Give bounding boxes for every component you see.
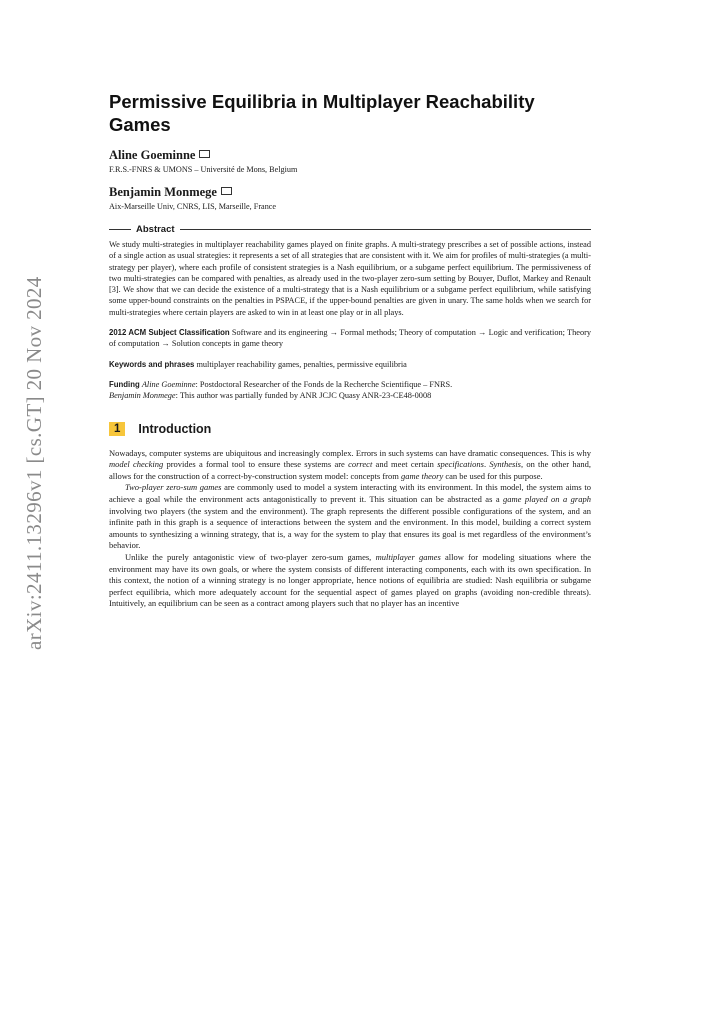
divider — [109, 229, 131, 230]
section-heading — [109, 422, 591, 436]
envelope-icon[interactable] — [221, 187, 232, 195]
arxiv-identifier: arXiv:2411.13296v1 [cs.GT] 20 Nov 2024 — [22, 276, 46, 650]
author-affiliation: F.R.S.-FNRS & UMONS – Université de Mons, Belgium — [109, 165, 298, 174]
paper-title: Permissive Equilibria in Multiplayer Reachability Games — [109, 91, 535, 135]
section-number: 1 — [109, 422, 125, 436]
author-name: Aline Goeminne — [109, 148, 196, 162]
abstract-text: We study multi-strategies in multiplayer reachability games played on finite graphs. A multi-strategy prescribes a set of possible actions, instead of a single action as usual strategies: it represents a set of all strategies that are consistent with it. We aim for profiles of multi-strategies (a multi-strategy per player), where each profile of consistent strategies is a Nash equilibrium, or a subgame perfect equilibrium. The permissiveness of two multi-strategies can be compared with penalties, as already used in the two-player zero-sum setting by Bouyer, Duflot, Markey and Renault [3]. We show that we can decide the existence of a multi-strategy that is a Nash equilibrium or a subgame perfect equilibrium, while satisfying some upper-bound constraints on the penalties in PSPACE, if the upper-bound penalties are given in unary. The same holds when we search for multi-strategies where certain players are asked to win in at least one play or in all plays. — [109, 240, 591, 317]
acm-classification: 2012 ACM Subject Classification Software and its engineering → Formal methods; Theory of computation → Logic and verification; Theory of computation → Solution concepts in game theory — [109, 328, 592, 349]
author-2 — [109, 183, 591, 201]
intro-paragraph-2: Two-player zero-sum games are commonly used to model a system interacting with its environment. In this model, the system aims to achieve a goal while the environment acts antagonistically to prevent it. This situation can be abstracted as a game played on a graph involving two players (the system and the environment). The graph represents the different possible configurations of the system, and an infinite path in this graph is a sequence of interactions between the system and the environment. In this model, building a correct system amounts to synthesizing a winning strategy, that is, a way for the system to play that ensures its goal is met regardless of the environment’s behavior. — [109, 482, 591, 551]
envelope-icon[interactable] — [199, 150, 210, 158]
funding: Funding Aline Goeminne: Postdoctoral Researcher of the Fonds de la Recherche Scientifique – FNRS. Benjamin Monmege: This author was partially funded by ANR JCJC Quasy ANR-23-CE48-0008 — [109, 379, 453, 401]
author-affiliation: Aix-Marseille Univ, CNRS, LIS, Marseille, France — [109, 202, 277, 211]
intro-paragraph-1: Nowadays, computer systems are ubiquitous and increasingly complex. Errors in such systems can have dramatic consequences. This is why model checking provides a formal tool to ensure these systems are correct and meet certain specifications. Synthesis, on the other hand, allows for the construction of a correct-by-construction system model: concepts from game theory can be used for this purpose. — [109, 447, 592, 481]
abstract-heading: Abstract — [109, 224, 591, 235]
keywords: Keywords and phrases multiplayer reachability games, penalties, permissive equilibria — [109, 359, 407, 369]
section-title: Introduction — [138, 421, 212, 436]
divider — [180, 229, 591, 230]
paper-page — [109, 90, 591, 610]
author-name: Benjamin Monmege — [109, 185, 217, 199]
author-1 — [109, 146, 591, 164]
intro-paragraph-3: Unlike the purely antagonistic view of two-player zero-sum games, multiplayer games allow for modeling situations where the environment may have its own goals, or where the system consists of different interacting components, each with its own specification. In this context, the notion of a winning strategy is no longer appropriate, hence notions of equilibria are studied: Nash equilibria or subgame perfect equilibria, which more adequately account for the sequential aspect of games played on graphs (avoiding non-credible threats). Intuitively, an equilibrium can be seen as a contract among players such that no player has an incentive — [109, 551, 591, 609]
